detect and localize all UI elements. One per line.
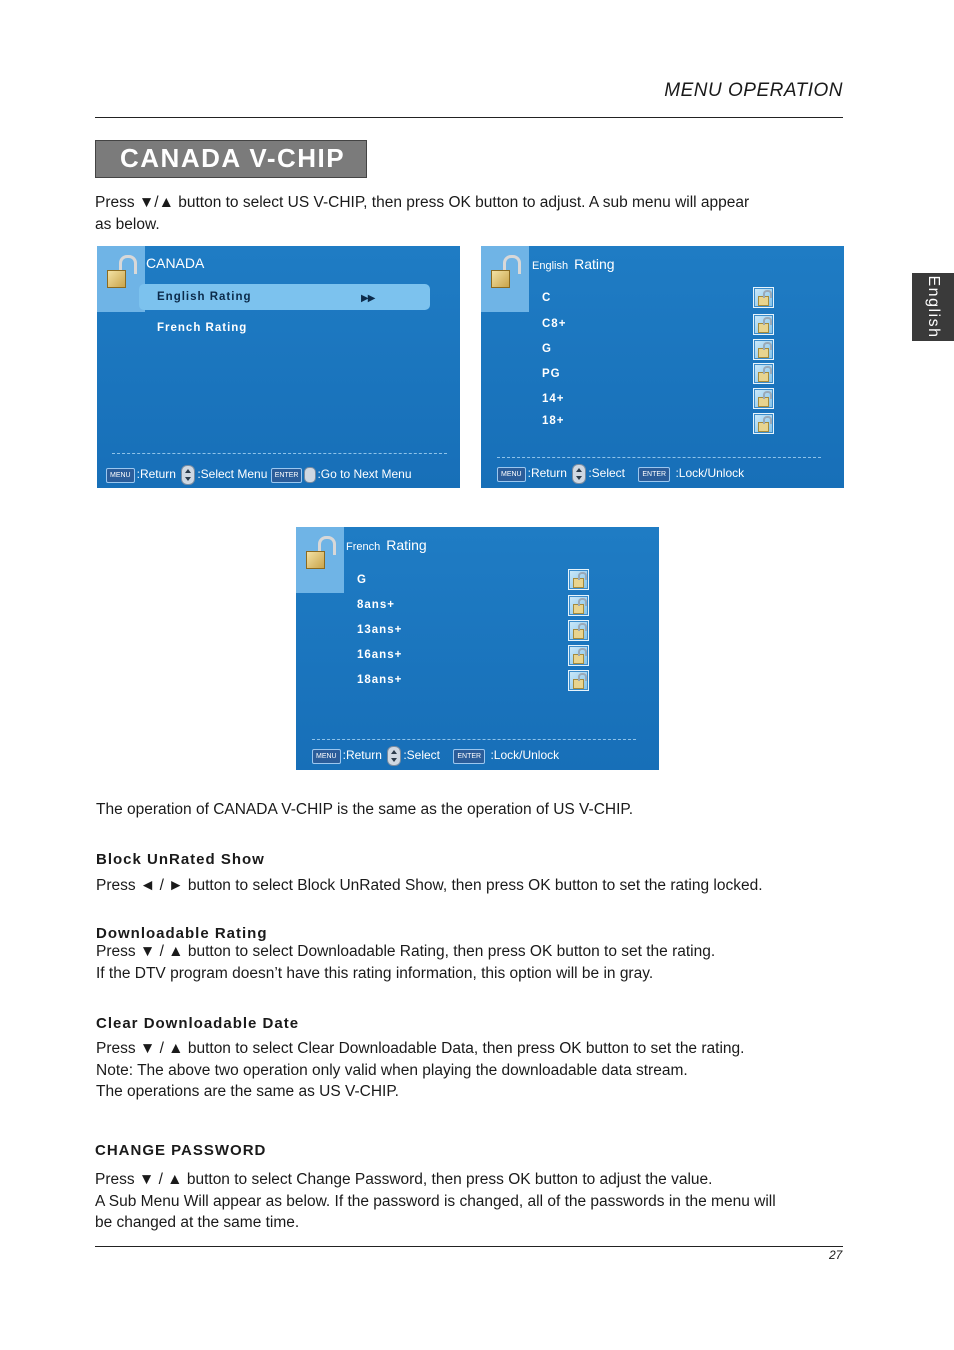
- change-password-heading: CHANGE PASSWORD: [95, 1142, 267, 1159]
- unlock-icon[interactable]: [753, 413, 774, 434]
- unlock-icon[interactable]: [568, 620, 589, 641]
- lock-icon-panel: [481, 246, 529, 312]
- rating-item[interactable]: G: [542, 343, 552, 355]
- enter-key-icon: ENTER: [271, 468, 303, 483]
- rating-item[interactable]: G: [357, 574, 367, 586]
- clear-downloadable-line: Press ▼ / ▲ button to select Clear Downloadable Data, then press OK button to set the rating.: [96, 1040, 745, 1057]
- clear-downloadable-text: [96, 1038, 744, 1103]
- unlock-icon[interactable]: [753, 339, 774, 360]
- footer-next: :Go to Next Menu: [317, 467, 412, 482]
- clear-downloadable-line: Note: The above two operation only valid when playing the downloadable data stream.: [96, 1061, 688, 1079]
- rating-item[interactable]: 18+: [542, 415, 565, 427]
- screen-title: [532, 256, 615, 272]
- enter-key-icon: ENTER: [638, 467, 670, 482]
- rating-item[interactable]: 14+: [542, 393, 565, 405]
- change-password-line: A Sub Menu Will appear as below. If the password is changed, all of the passwords in the menu will: [95, 1192, 776, 1210]
- footer-divider: [112, 453, 447, 454]
- footer-divider: [497, 457, 821, 458]
- downloadable-rating-line: If the DTV program doesn’t have this rating information, this option will be in gray.: [96, 964, 654, 982]
- footer-rule: [95, 1246, 843, 1247]
- footer-select: :Select Menu: [197, 467, 268, 482]
- updown-key-icon: [387, 746, 401, 766]
- section-header: MENU OPERATION: [664, 80, 843, 101]
- downloadable-rating-text: [96, 941, 715, 984]
- menu-key-icon: MENU: [312, 749, 341, 764]
- lock-icon-panel: [296, 527, 344, 593]
- unlock-icon[interactable]: [568, 670, 589, 691]
- screen-title: CANADA: [146, 255, 205, 271]
- screen-title-lang: English: [532, 260, 569, 272]
- rating-item[interactable]: 16ans+: [357, 649, 403, 661]
- footer-lock: :Lock/Unlock: [675, 466, 745, 481]
- updown-key-icon: [572, 464, 586, 484]
- updown-key-icon: [181, 465, 195, 485]
- page-number: 27: [829, 1248, 843, 1262]
- page-title: CANADA V-CHIP: [120, 143, 346, 173]
- lock-icon-panel: [97, 246, 145, 312]
- footer-select: :Select: [588, 466, 626, 481]
- language-tab: [912, 273, 954, 341]
- footer-divider: [312, 739, 636, 740]
- dial-key-icon: [304, 467, 316, 483]
- footer-return: :Return: [136, 467, 176, 482]
- page-title-box: [95, 140, 367, 178]
- enter-key-icon: ENTER: [453, 749, 485, 764]
- rating-item[interactable]: 18ans+: [357, 674, 403, 686]
- unlock-icon[interactable]: [568, 595, 589, 616]
- same-operation-note: The operation of CANADA V-CHIP is the same as the operation of US V-CHIP.: [96, 801, 634, 818]
- intro-line: Press ▼/▲ button to select US V-CHIP, then press OK button to adjust. A sub menu will appear: [95, 194, 750, 211]
- menu-item-french-rating[interactable]: French Rating: [157, 322, 248, 334]
- screen-title: [346, 537, 427, 553]
- clear-downloadable-line: The operations are the same as US V-CHIP.: [96, 1083, 399, 1100]
- screen-title-main: Rating: [574, 256, 615, 272]
- language-tab-label: English: [925, 275, 942, 339]
- french-rating-screen: [296, 527, 659, 770]
- submenu-arrows-icon: ▶▶: [361, 293, 375, 304]
- block-unrated-text: [96, 875, 763, 897]
- english-rating-screen: [481, 246, 844, 488]
- unlock-icon[interactable]: [753, 287, 774, 308]
- footer-hints: [312, 746, 559, 766]
- header-rule: [95, 117, 843, 118]
- unlock-icon[interactable]: [753, 363, 774, 384]
- downloadable-rating-line: Press ▼ / ▲ button to select Downloadable Rating, then press OK button to set the rating.: [96, 943, 716, 960]
- block-unrated-heading: Block UnRated Show: [96, 851, 265, 868]
- menu-key-icon: MENU: [106, 468, 135, 483]
- change-password-line: be changed at the same time.: [95, 1214, 300, 1231]
- rating-item[interactable]: 13ans+: [357, 624, 403, 636]
- unlock-icon[interactable]: [568, 645, 589, 666]
- menu-item-label: English Rating: [157, 291, 252, 303]
- footer-hints: [106, 465, 412, 485]
- footer-lock: :Lock/Unlock: [490, 748, 560, 763]
- clear-downloadable-heading: Clear Downloadable Date: [96, 1015, 300, 1032]
- menu-key-icon: MENU: [497, 467, 526, 482]
- intro-paragraph: [95, 192, 749, 235]
- block-unrated-line: Press ◄ / ► button to select Block UnRated Show, then press OK button to set the rating locked.: [96, 877, 763, 894]
- footer-hints: [497, 464, 744, 484]
- canada-menu-screen: [97, 246, 460, 488]
- footer-return: :Return: [342, 748, 382, 763]
- change-password-line: Press ▼ / ▲ button to select Change Password, then press OK button to adjust the value.: [95, 1171, 713, 1188]
- unlock-icon[interactable]: [753, 314, 774, 335]
- footer-return: :Return: [527, 466, 567, 481]
- screen-title-lang: French: [346, 541, 381, 553]
- rating-item[interactable]: 8ans+: [357, 599, 395, 611]
- screen-title-main: Rating: [386, 537, 427, 553]
- rating-item[interactable]: C8+: [542, 318, 567, 330]
- downloadable-rating-heading: Downloadable Rating: [96, 925, 268, 942]
- rating-item[interactable]: C: [542, 292, 552, 304]
- intro-line: as below.: [95, 215, 160, 233]
- footer-select: :Select: [403, 748, 441, 763]
- unlock-icon[interactable]: [568, 569, 589, 590]
- rating-item[interactable]: PG: [542, 368, 561, 380]
- change-password-text: [95, 1169, 776, 1234]
- unlock-icon[interactable]: [753, 388, 774, 409]
